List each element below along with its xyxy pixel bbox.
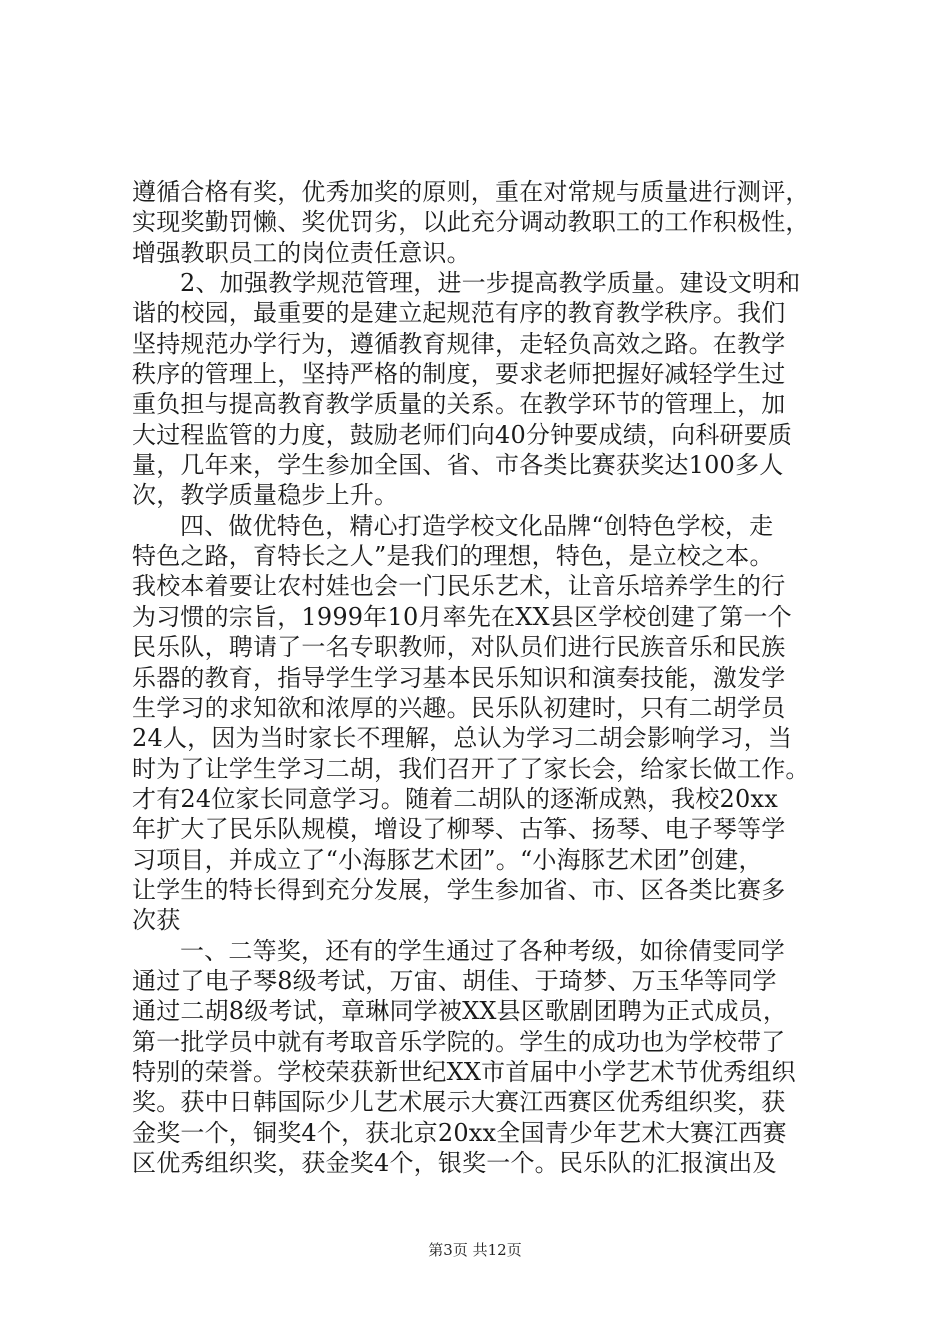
text-line: 大过程监管的力度，鼓励老师们向40分钟要成绩，向科研要质: [132, 420, 793, 449]
text-line: 金奖一个，铜奖4个，获北京20xx全国青少年艺术大赛江西赛: [132, 1118, 787, 1147]
text-line: 遵循合格有奖，优秀加奖的原则，重在对常规与质量进行测评，: [132, 178, 810, 206]
text-line: 第一批学员中就有考取音乐学院的。学生的成功也为学校带了: [132, 1027, 786, 1056]
text-line: 谐的校园，最重要的是建立起规范有序的教育教学秩序。我们: [132, 299, 786, 328]
paragraph-start-line: 四、做优特色，精心打造学校文化品牌“创特色学校，走: [180, 511, 774, 540]
paragraph-start-line: 2、加强教学规范管理，进一步提高教学质量。建设文明和: [180, 269, 801, 298]
text-line: 时为了让学生学习二胡，我们召开了了家长会，给家长做工作。: [132, 754, 810, 783]
text-line: 奖。获中日韩国际少儿艺术展示大赛江西赛区优秀组织奖，获: [132, 1088, 786, 1117]
text-line: 生学习的求知欲和浓厚的兴趣。民乐队初建时，只有二胡学员: [132, 693, 786, 722]
text-line: 通过二胡8级考试，章琳同学被XX县区歌剧团聘为正式成员，: [132, 997, 788, 1026]
document-body: [132, 177, 832, 1178]
text-line: 民乐队，聘请了一名专职教师，对队员们进行民族音乐和民族: [132, 633, 786, 662]
text-line: 通过了电子琴8级考试，万宙、胡佳、于琦梦、万玉华等同学: [132, 966, 777, 995]
text-line: 才有24位家长同意学习。随着二胡队的逐渐成熟，我校20xx: [132, 784, 778, 813]
text-line: 特别的荣誉。学校荣获新世纪XX市首届中小学艺术节优秀组织: [132, 1057, 796, 1086]
text-line: 实现奖勤罚懒、奖优罚劣，以此充分调动教职工的工作积极性，: [132, 208, 810, 237]
paragraph-start-line: 一、二等奖，还有的学生通过了各种考级，如徐倩雯同学: [180, 936, 785, 965]
text-line: 增强教职员工的岗位责任意识。: [132, 238, 471, 267]
text-line: 坚持规范办学行为，遵循教育规律，走轻负高效之路。在教学: [132, 329, 786, 358]
text-line: 特色之路，育特长之人”是我们的理想，特色，是立校之本。: [132, 542, 774, 571]
text-line: 区优秀组织奖，获金奖4个，银奖一个。民乐队的汇报演出及: [132, 1149, 777, 1177]
text-line: 年扩大了民乐队规模，增设了柳琴、古筝、扬琴、电子琴等学: [132, 815, 786, 844]
text-line: 习项目，并成立了“小海豚艺术团”。“小海豚艺术团”创建，: [132, 845, 763, 874]
text-line: 为习惯的宗旨，1999年10月率先在XX县区学校创建了第一个: [132, 602, 792, 631]
page-footer: [0, 1239, 950, 1260]
text-line: 量，几年来，学生参加全国、省、市各类比赛获奖达100多人: [132, 451, 784, 480]
text-line: 次获: [132, 906, 181, 935]
page-number-label: 第3页 共12页: [428, 1241, 522, 1259]
text-line: 秩序的管理上，坚持严格的制度，要求老师把握好减轻学生过: [132, 360, 786, 389]
text-line: 重负担与提高教育教学质量的关系。在教学环节的管理上，加: [132, 390, 786, 419]
text-line: 次，教学质量稳步上升。: [132, 481, 399, 510]
text-line: 我校本着要让农村娃也会一门民乐艺术，让音乐培养学生的行: [132, 572, 786, 601]
text-line: 24人，因为当时家长不理解，总认为学习二胡会影响学习，当: [132, 724, 793, 753]
text-line: 乐器的教育，指导学生学习基本民乐知识和演奏技能，激发学: [132, 663, 786, 692]
text-line: 让学生的特长得到充分发展，学生参加省、市、区各类比赛多: [132, 875, 786, 904]
